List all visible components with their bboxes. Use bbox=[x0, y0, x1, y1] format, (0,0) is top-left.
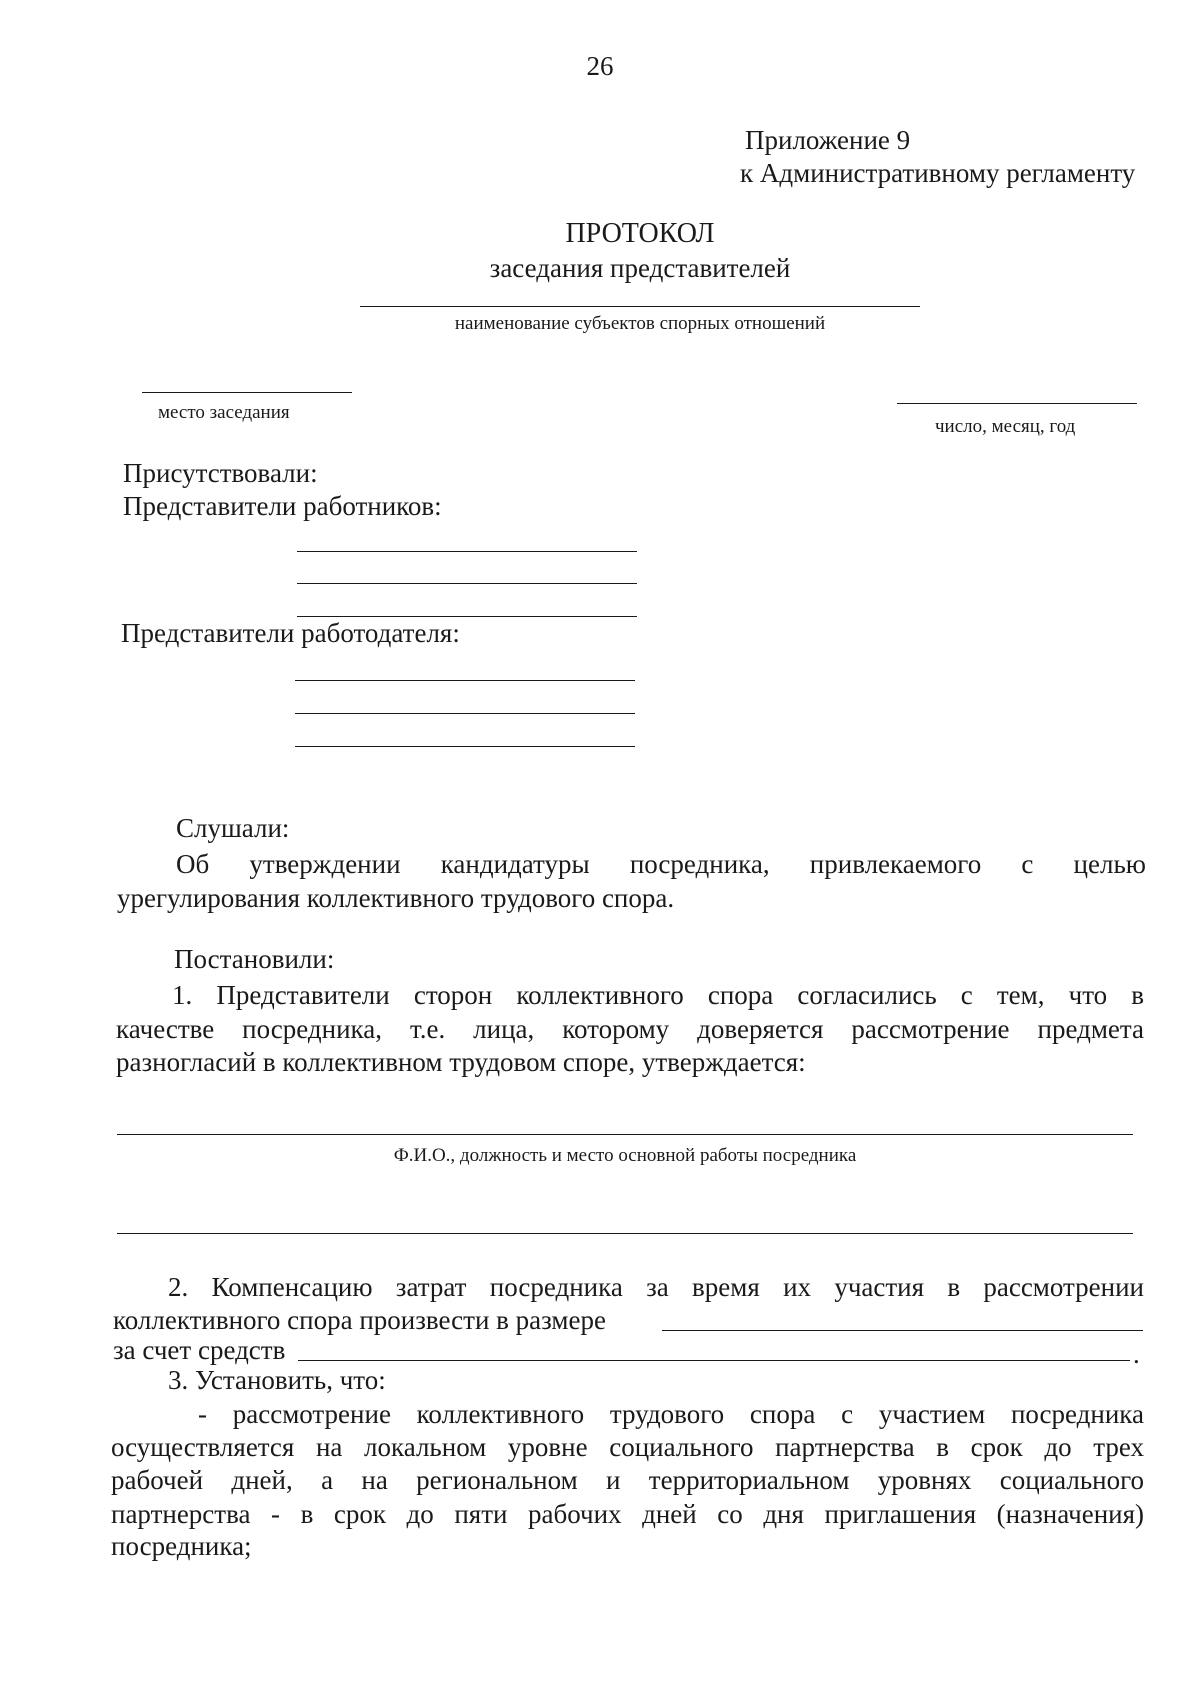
heard-word: целью bbox=[1073, 849, 1146, 879]
heard-word: утверждении bbox=[249, 849, 401, 879]
decided-heading: Постановили: bbox=[174, 944, 335, 974]
heard-word: с bbox=[1021, 849, 1034, 879]
decision-text-line: 1. Представители сторон коллективного спора согласились с тем, что в bbox=[172, 980, 1144, 1010]
appendix-reference: к Административному регламенту bbox=[740, 158, 1136, 188]
heard-word: посредника, bbox=[629, 849, 770, 879]
decision-text-line: посредника; bbox=[111, 1531, 252, 1561]
decision-text-line: осуществляется на локальном уровне социального партнерства в срок до трех bbox=[111, 1432, 1144, 1462]
meeting-place-caption: место заседания bbox=[158, 402, 290, 423]
employer-label: Представители работодателя: bbox=[121, 618, 460, 648]
compensation-amount-blank-line bbox=[662, 1330, 1143, 1331]
employer-blank-line bbox=[295, 680, 635, 681]
worker-blank-line bbox=[297, 583, 637, 584]
meeting-date-caption: число, месяц, год bbox=[935, 416, 1076, 437]
subjects-blank-line bbox=[360, 306, 920, 307]
meeting-date-blank-line bbox=[897, 403, 1137, 404]
subjects-caption: наименование субъектов спорных отношений bbox=[454, 313, 826, 334]
decision-text-line: коллективного спора произвести в размере bbox=[113, 1305, 606, 1335]
decision-text-line: разногласий в коллективном трудовом споре, утверждается: bbox=[116, 1047, 806, 1077]
decision-text-line: партнерства - в срок до пяти рабочих дней со дня приглашения (назначения) bbox=[111, 1499, 1144, 1529]
heard-text-line: урегулирования коллективного трудового спора. bbox=[117, 883, 675, 913]
heard-word: кандидатуры bbox=[440, 849, 590, 879]
heard-word: привлекаемого bbox=[809, 849, 982, 879]
heard-heading: Слушали: bbox=[176, 813, 290, 843]
document-title: ПРОТОКОЛ bbox=[565, 218, 715, 249]
appendix-number: Приложение 9 bbox=[745, 125, 911, 155]
worker-blank-line bbox=[297, 551, 637, 552]
funding-source-blank-line bbox=[298, 1360, 1130, 1361]
decision-text-line: 3. Установить, что: bbox=[168, 1365, 386, 1395]
workers-label: Представители работников: bbox=[123, 491, 442, 521]
mediator-blank-line bbox=[117, 1134, 1133, 1135]
attendance-heading: Присутствовали: bbox=[123, 458, 318, 488]
decision-text-line: рабочей дней, а на региональном и территориальном уровнях социального bbox=[111, 1465, 1144, 1495]
decision-text-line: качестве посредника, т.е. лица, которому доверяется рассмотрение предмета bbox=[116, 1014, 1144, 1044]
employer-blank-line bbox=[295, 713, 635, 714]
meeting-place-blank-line bbox=[142, 392, 352, 393]
decision-text-line: 2. Компенсацию затрат посредника за время их участия в рассмотрении bbox=[168, 1272, 1144, 1302]
mediator-extra-blank-line bbox=[117, 1233, 1133, 1234]
heard-text-line bbox=[176, 848, 1146, 880]
period-mark: . bbox=[1133, 1339, 1140, 1369]
page-number: 26 bbox=[586, 51, 614, 81]
mediator-caption: Ф.И.О., должность и место основной работы посредника bbox=[393, 1145, 857, 1166]
document-subtitle: заседания представителей bbox=[489, 253, 791, 283]
decision-text-line: за счет средств bbox=[113, 1335, 286, 1365]
employer-blank-line bbox=[295, 746, 635, 747]
decision-text-line: - рассмотрение коллективного трудового спора с участием посредника bbox=[198, 1399, 1144, 1429]
heard-word: Об bbox=[176, 849, 210, 879]
